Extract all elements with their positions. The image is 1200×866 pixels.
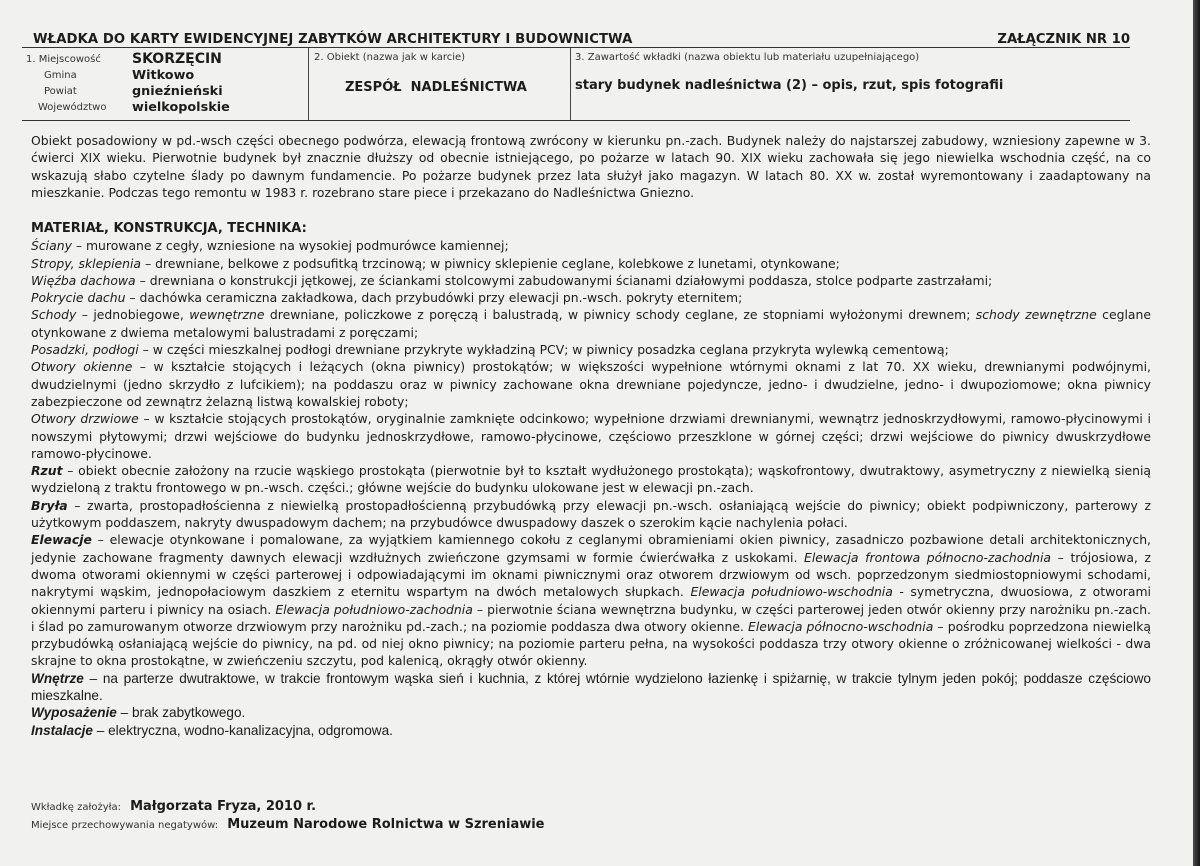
wnetrze-text: – na parterze dwutraktowe, w trakcie frontowym wąska sień i kuchnia, z której wtórnie wydzielono łazienkę i spiżarnię, w trakcie tylnym jeden pokój; poddasze częściowo mieszkalne.: [31, 670, 1151, 704]
scan-edge: [1193, 0, 1200, 866]
sciany-entry: [31, 237, 1151, 254]
pokrycie-entry: [31, 289, 1151, 306]
elewacje-text-c: - symetryczna, dwuosiowa, z otworami okiennymi parteru i piwnicy na osiach.: [31, 584, 1151, 617]
material-section: [31, 220, 1151, 739]
wyposazenie-term: Wyposażenie: [31, 705, 117, 721]
wojewodztwo-label: Województwo: [38, 102, 107, 113]
schody-term: Schody: [31, 307, 77, 323]
stropy-text: – drewniane, belkowe z podsufitką trzcinową; w piwnicy sklepienie ceglane, kolebkowe z lunetami, otynkowane;: [141, 255, 840, 271]
posadzki-text: – w części mieszkalnej podłogi drewniane przykryte wykładziną PCV; w piwnicy posadzka ceglana przykryta wylewką cementową;: [138, 342, 949, 358]
drzwi-text: – w kształcie stojących prostokątów, oryginalnie zamknięte odcinkowo; wypełnione drzwiami drewnianymi, wewnątrz jednoskrzydłowymi, ramowo-płycinowymi i nowszymi płytowymi; drzwi wejściowe do budynku jednoskrzydłowe, ramowo-płycinowe, częściowo przeszklone w górnej części; drzwi wejściowe do piwnicy dwuskrzydłowe ramowo-płycinowe.: [31, 411, 1151, 461]
powiat-label: Powiat: [44, 86, 77, 97]
material-heading: MATERIAŁ, KONSTRUKCJA, TECHNIKA:: [31, 221, 307, 236]
miejscowosc-value: SKORZĘCIN: [132, 51, 222, 67]
sciany-text: – murowane z cegły, wzniesione na wysokiej podmurówce kamiennej;: [71, 238, 509, 254]
location-cell: [22, 48, 309, 120]
annex-number: ZAŁĄCZNIK NR 10: [997, 32, 1130, 47]
elewacje-text-d: – pierwotnie ściana wewnętrzna budynku, w części parterowej jeden otwór okienny przy narożniku pn.-zach. i ślad po zamurowanym otworze drzwiowym przy narożniku pd.-zach.; na poziomie poddasza dwa otwory okienne.: [31, 601, 1151, 634]
gmina-label: Gmina: [44, 70, 77, 81]
wyposazenie-entry: [31, 704, 1151, 721]
rzut-entry: [31, 462, 1151, 497]
author-value: Małgorzata Fryza, 2010 r.: [130, 799, 317, 814]
wnetrze-entry: [31, 670, 1151, 705]
stropy-term: Stropy, sklepienia: [31, 255, 142, 271]
elewacje-term: Elewacje: [31, 532, 92, 548]
elewacja-pn-wsch-term: Elewacja północno-wschodnia: [747, 618, 934, 634]
okna-term: Otwory okienne: [31, 359, 133, 375]
wiezba-text: – drewniana o konstrukcji jętkowej, ze ściankami stolcowymi zabudowanymi ścianami działowymi poddasza, stolce podparte zastrzałami;: [135, 272, 993, 288]
okna-entry: [31, 358, 1151, 410]
wyposazenie-text: – brak zabytkowego.: [116, 705, 246, 721]
elewacja-pd-zach-term: Elewacja południowo-zachodnia: [275, 601, 473, 617]
gmina-value: Witkowo: [132, 68, 195, 83]
instalacje-term: Instalacje: [31, 722, 93, 738]
wiezba-entry: [31, 272, 1151, 289]
elewacja-frontowa-term: Elewacja frontowa północno-zachodnia: [804, 549, 1052, 565]
stropy-entry: [31, 255, 1151, 272]
elewacja-pd-wsch-term: Elewacja południowo-wschodnia: [690, 584, 893, 600]
rzut-text: – obiekt obecnie założony na rzucie wąskiego prostokąta (pierwotnie był to kształt wydłużonego prostokąta); wąskofrontowy, dwutraktowy, asymetryczny z niewielką sienią wydzieloną z traktu frontowego w pn.-wsch. części.; główne wejście do budynku ulokowane jest w elewacji pn.-zach.: [31, 463, 1151, 496]
elewacje-text-a: – elewacje otynkowane i pomalowane, za wyjątkiem kamiennego cokołu z ceglanymi obramieniami okien piwnicy, zasadniczo pozbawione detali architektonicznych, jedynie zachowane fragmenty dawnych elewacji wzdłużnych zwieńczone gzymsami w formie ćwierćwałka z uskokami.: [31, 532, 1151, 565]
intro-paragraph: Obiekt posadowiony w pd.-wsch części obecnego podwórza, elewacją frontową zwrócony w kierunku pn.-zach. Budynek należy do najstarszej zabudowy, wzniesiony zapewne w 3. ćwierci XIX wieku. Pierwotnie budynek był znacznie dłuższy od obecnie istniejącego, po pożarze w latach 90. XIX wieku zachowała się jego niewielka wschodnia część, na co wskazują słabo czytelne ślady po dawnym fundamencie. Po pożarze budynek przez lata służył jako magazyn. W latach 80. XX w. został wyremontowany i zaadaptowany na mieszkanie. Podczas tego remontu w 1983 r. rozebrano stare piece i przekazano do Nadleśnictwa Gniezno.: [31, 133, 1151, 200]
negatives-label: Miejsce przechowywania negatywów:: [31, 820, 219, 831]
bryla-term: Bryła: [31, 497, 68, 513]
drzwi-entry: [31, 410, 1151, 462]
okna-text: – w kształcie stojących i leżących (okna piwnicy) prostokątów; w większości wypełnione wtórnymi oknami z lat 70. XX wieku, drewnianymi podwójnymi, dwudzielnymi (jedno skrzydło z lufcikiem); na poddaszu oraz w piwnicy zachowane okna drewniane pojedyncze, jedno- i dwudzielne, jedno- i dwupoziomowe; okna piwnicy zabezpieczone od zewnątrz żelazną listwą kowalskiej roboty;: [31, 359, 1151, 409]
powiat-value: gnieźnieński: [132, 84, 223, 99]
miejscowosc-label: 1. Miejscowość: [26, 54, 101, 65]
elewacje-text-e: – pośrodku poprzedzona niewielką przybudówką osłaniającą wejście do piwnicy, na pd. od niej okno piwnicy; na poziomie parteru pełna, na wysokości poddasza trzy otwory okienne o zróżnicowanej wielkości - dwa skrajne to okna prostokątne, w zwieńczeniu szczytu, pod kalenicą, okrągły otwór okienny.: [31, 618, 1151, 669]
wnetrze-term: Wnętrze: [31, 670, 84, 686]
content-cell: [571, 48, 1130, 120]
author-line: [31, 795, 316, 814]
bryla-text: – zwarta, prostopadłościenna z niewielką prostopadłościenną przybudówką przy elewacji pn.-wsch. osłaniającą wejście do piwnicy; obiekt podpiwniczony, parterowy z użytkowym poddaszem, nakryty dwuspadowym dachem; na przybudówce dwuspadowy daszek o szerokim kącie nachylenia połaci.: [31, 497, 1151, 531]
schody-zewn-term: schody zewnętrzne: [975, 307, 1097, 323]
elewacje-entry: [31, 531, 1151, 669]
elewacje-text-b: – trójosiowa, z dwoma otworami okiennymi w części parterowej i odpowiadającymi im oknami piwnicznymi oraz otworem drzwiowym od wsch. poprzedzonym siedmiostopniowymi schodami, nakrytymi wąskim, jednopołaciowym daszkiem z eternitu wspartym na dwóch metalowych słupkach.: [31, 549, 1151, 600]
bryla-entry: [31, 497, 1151, 532]
object-value: ZESPÓŁ NADLEŚNICTWA: [345, 80, 527, 95]
wiezba-term: Więźba dachowa: [31, 272, 136, 288]
schody-text-c: ceglane otynkowane z dwiema metalowymi balustradami z poręczami;: [31, 307, 1151, 340]
object-cell: [309, 48, 571, 120]
document-title: WŁADKA DO KARTY EWIDENCYJNEJ ZABYTKÓW ARCHITEKTURY I BUDOWNICTWA: [33, 32, 633, 47]
posadzki-term: Posadzki, podłogi: [31, 342, 139, 358]
object-label: 2. Obiekt (nazwa jak w karcie): [314, 52, 466, 63]
schody-text-b: drewniane, policzkowe z poręczą i balustradą, w piwnicy schody ceglane, ze stopniami wyłożonymi drewnem;: [264, 307, 976, 323]
schody-entry: [31, 306, 1151, 341]
negatives-value: Muzeum Narodowe Rolnictwa w Szreniawie: [227, 817, 545, 832]
schody-wewn-term: wewnętrzne: [189, 307, 265, 323]
pokrycie-text: – dachówka ceramiczna zakładkowa, dach przybudówki przy elewacji pn.-wsch. pokryty eternitem;: [125, 290, 743, 306]
content-label: 3. Zawartość wkładki (nazwa obiektu lub materiału uzupełniającego): [575, 52, 920, 63]
rzut-term: Rzut: [31, 463, 63, 479]
pokrycie-term: Pokrycie dachu: [31, 290, 126, 306]
header-table: [22, 47, 1130, 121]
schody-text-a: – jednobiegowe,: [76, 307, 190, 323]
author-label: Wkładkę założyła:: [31, 802, 121, 813]
instalacje-text: – elektryczna, wodno-kanalizacyjna, odgromowa.: [92, 722, 393, 738]
wojewodztwo-value: wielkopolskie: [132, 100, 230, 115]
negatives-line: [31, 813, 545, 832]
drzwi-term: Otwory drzwiowe: [31, 411, 139, 427]
content-value: stary budynek nadleśnictwa (2) – opis, rzut, spis fotografii: [575, 78, 1004, 93]
sciany-term: Ściany: [31, 238, 72, 254]
posadzki-entry: [31, 341, 1151, 358]
instalacje-entry: [31, 722, 1151, 739]
